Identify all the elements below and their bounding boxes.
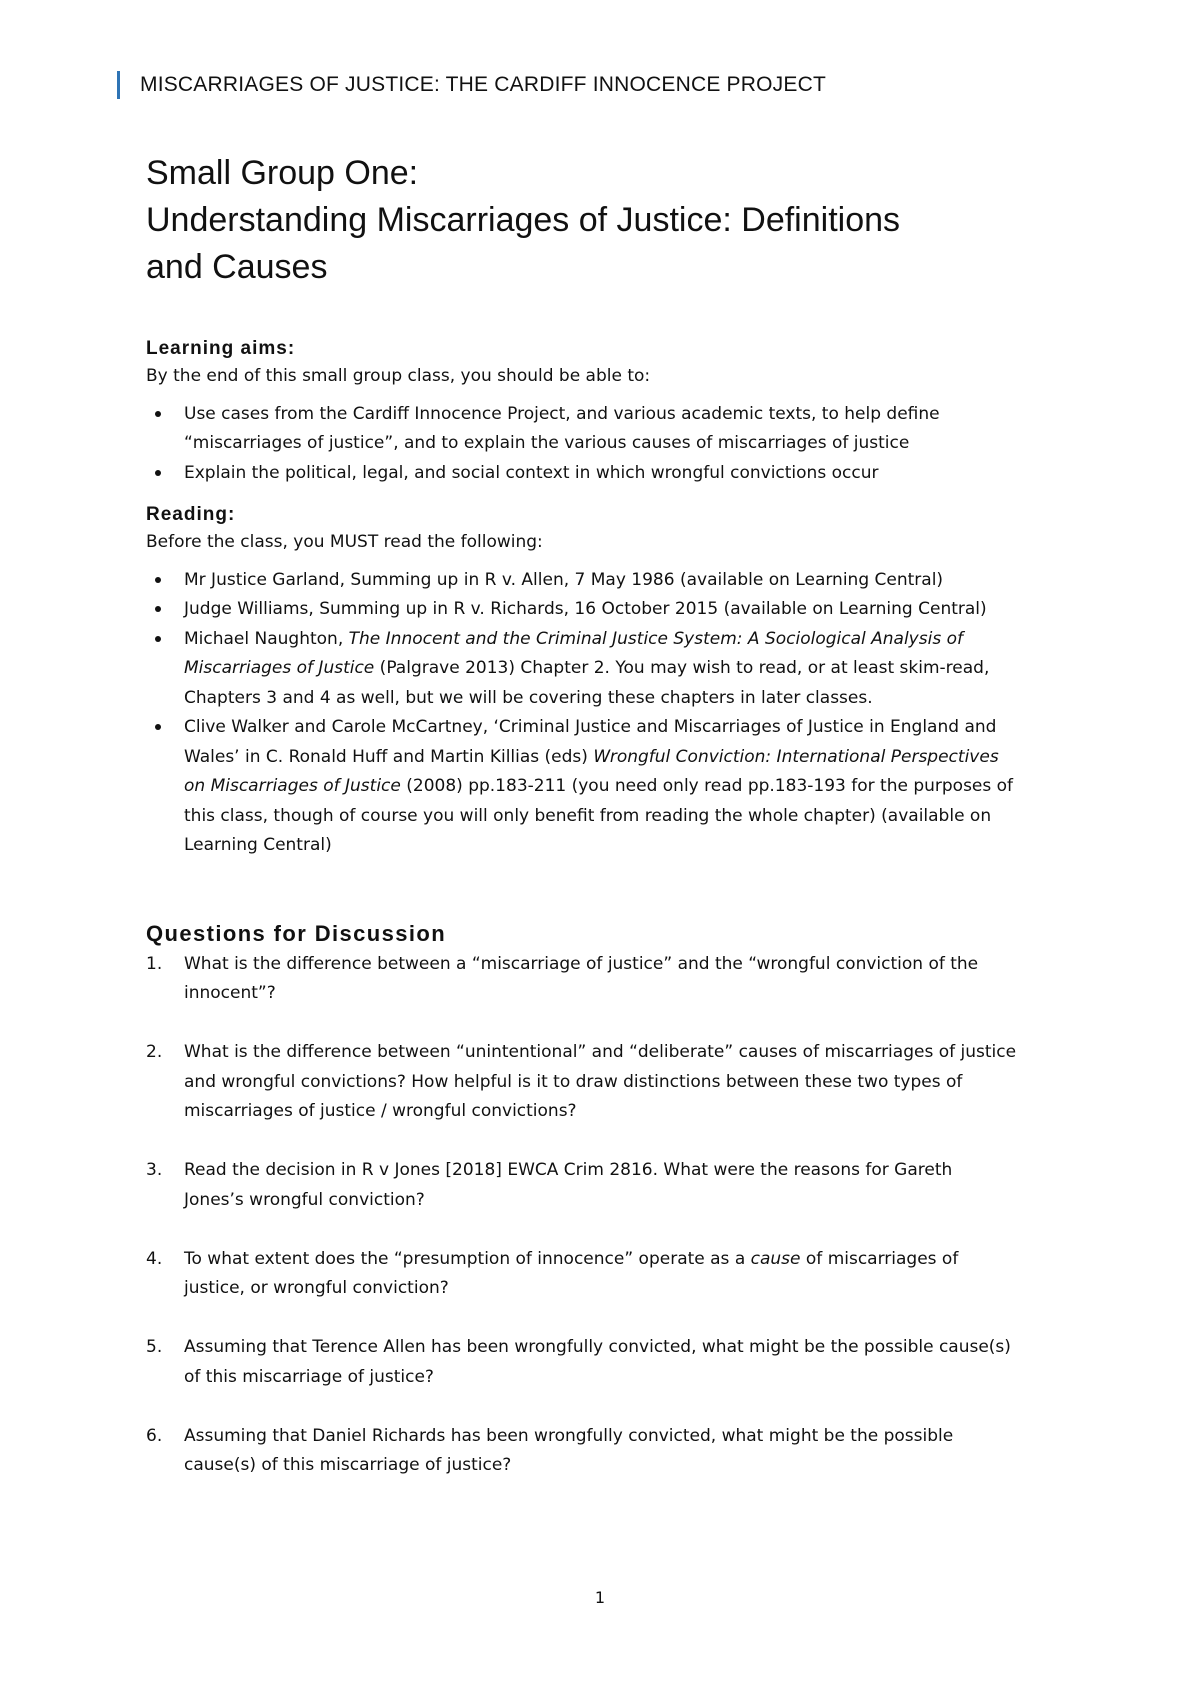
list-item: Use cases from the Cardiff Innocence Project, and various academic texts, to help define “miscarriages of justice”, and to explain the various causes of miscarriages of justice — [146, 400, 1076, 459]
question-item: 3. Read the decision in R v Jones [2018] EWCA Crim 2816. What were the reasons for Gareth Jones’s wrongful conviction? — [146, 1160, 953, 1210]
main-content — [146, 150, 1076, 1510]
bullet-icon — [155, 577, 161, 583]
reading-list — [146, 566, 1076, 861]
page-number: 1 — [594, 1588, 606, 1607]
question-item: 6. Assuming that Daniel Richards has been wrongfully convicted, what might be the possible cause(s) of this miscarriage of justice? — [146, 1425, 954, 1475]
questions-section — [146, 921, 1076, 1481]
bullet-icon — [155, 411, 161, 417]
learning-aims-section — [146, 338, 1076, 488]
title-line-2: Understanding Miscarriages of Justice: Definitions — [146, 201, 901, 239]
list-item: Clive Walker and Carole McCartney, ‘Criminal Justice and Miscarriages of Justice in England and Wales’ in C. Ronald Huff and Martin Killias (eds) Wrongful Conviction: International Perspectives on Miscarriages of Justice (2008) pp.183-211 (you need only read pp.183-193 for the purposes of this class, though of course you will only benefit from reading the whole chapter) (available on Learning Central) — [146, 713, 1076, 861]
title-line-1: Small Group One: — [146, 154, 419, 192]
bullet-icon — [155, 470, 161, 476]
list-item: Explain the political, legal, and social context in which wrongful convictions occur — [146, 459, 1076, 489]
reading-section — [146, 504, 1076, 861]
question-item: 1. What is the difference between a “miscarriage of justice” and the “wrongful conviction of the innocent”? — [146, 953, 979, 1003]
question-item: 2. What is the difference between “unintentional” and “deliberate” causes of miscarriages of justice and wrongful convictions? How helpful is it to draw distinctions between these two types of miscarriages of justice / wrongful convictions? — [146, 1042, 1017, 1121]
list-item: Mr Justice Garland, Summing up in R v. Allen, 7 May 1986 (available on Learning Central) — [146, 566, 1076, 596]
bullet-icon — [155, 636, 161, 642]
reading-heading: Reading: — [146, 504, 236, 525]
learning-aims-list — [146, 400, 1076, 489]
questions-heading: Questions for Discussion — [146, 920, 447, 946]
list-item: Michael Naughton, The Innocent and the Criminal Justice System: A Sociological Analysis of Miscarriages of Justice (Palgrave 2013) Chapter 2. You may wish to read, or at least skim-read, Chapters 3 and 4 as well, but we will be covering these chapters in later classes. — [146, 625, 1076, 714]
running-header — [117, 71, 826, 99]
bullet-icon — [155, 724, 161, 730]
bullet-icon — [155, 606, 161, 612]
page-title — [146, 150, 1076, 291]
reading-intro: Before the class, you MUST read the following: — [146, 532, 543, 552]
questions-list — [146, 950, 1076, 1481]
learning-aims-heading: Learning aims: — [146, 338, 296, 359]
question-item: 5. Assuming that Terence Allen has been wrongfully convicted, what might be the possible cause(s) of this miscarriage of justice? — [146, 1337, 1011, 1387]
header-text: MISCARRIAGES OF JUSTICE: THE CARDIFF INNOCENCE PROJECT — [140, 73, 826, 96]
title-line-3: and Causes — [146, 248, 328, 286]
learning-aims-intro: By the end of this small group class, you should be able to: — [146, 366, 651, 386]
question-item: 4. To what extent does the “presumption of innocence” operate as a cause of miscarriages of justice, or wrongful conviction? — [146, 1248, 959, 1298]
header-accent-bar — [117, 71, 120, 99]
list-item: Judge Williams, Summing up in R v. Richards, 16 October 2015 (available on Learning Central) — [146, 595, 1076, 625]
